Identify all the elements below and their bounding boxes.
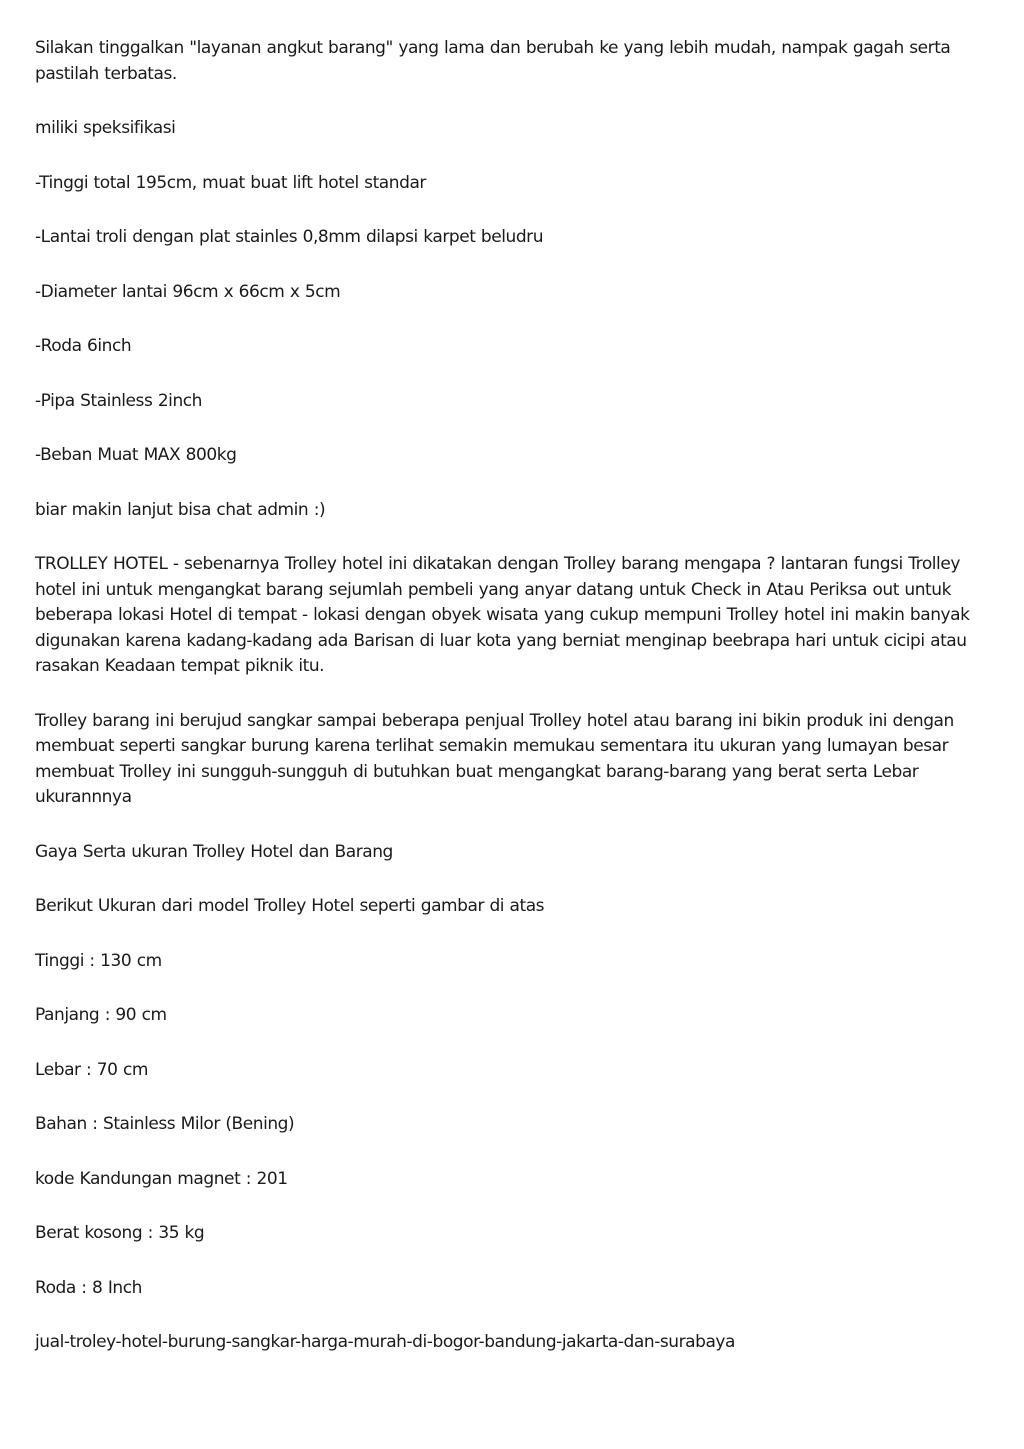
spec-item-height: -Tinggi total 195cm, muat buat lift hotel standar: [35, 172, 426, 193]
document-body: [35, 36, 990, 1356]
spec-item-pipe: -Pipa Stainless 2inch: [35, 390, 203, 411]
spec-heading: miliki speksifikasi: [35, 118, 176, 138]
intro-paragraph: Silakan tinggalkan "layanan angkut barang" yang lama dan berubah ke yang lebih mudah, nampak gagah serta pastilah terbatas.: [35, 38, 951, 84]
size-item-material: Bahan : Stainless Milor (Bening): [35, 1114, 295, 1134]
trolley-hotel-paragraph: TROLLEY HOTEL - sebenarnya Trolley hotel ini dikatakan dengan Trolley barang mengapa ? lantaran fungsi Trolley hotel ini untuk mengangkat barang sejumlah pembeli yang anyar datang untuk Check in Atau Periksa out untuk beberapa lokasi Hotel di tempat - lokasi dengan obyek wisata yang cukup mempuni Trolley hotel ini makin banyak digunakan karena kadang-kadang ada Barisan di luar kota yang berniat menginap beebrapa hari untuk cicipi atau rasakan Keadaan tempat piknik itu.: [35, 554, 970, 676]
size-item-height: Tinggi : 130 cm: [35, 950, 162, 971]
trolley-cage-paragraph: Trolley barang ini berujud sangkar sampai beberapa penjual Trolley hotel atau barang ini bikin produk ini dengan membuat seperti sangkar burung karena terlihat semakin memukau sementara itu ukuran yang lumayan besar membuat Trolley ini sungguh-sungguh di butuhkan buat mengangkat barang-barang yang berat serta Lebar ukurannnya: [35, 710, 954, 807]
size-item-wheel: Roda : 8 Inch: [35, 1277, 142, 1298]
size-style-heading: Gaya Serta ukuran Trolley Hotel dan Barang: [35, 841, 393, 862]
size-item-width: Lebar : 70 cm: [35, 1059, 148, 1080]
spec-item-floor: -Lantai troli dengan plat stainles 0,8mm dilapsi karpet beludru: [35, 227, 544, 247]
size-intro: Berikut Ukuran dari model Trolley Hotel seperti gambar di atas: [35, 896, 545, 916]
spec-item-wheel: -Roda 6inch: [35, 336, 132, 356]
size-item-magnet-code: kode Kandungan magnet : 201: [35, 1168, 288, 1189]
spec-item-diameter: -Diameter lantai 96cm x 66cm x 5cm: [35, 281, 341, 302]
slug-text: jual-troley-hotel-burung-sangkar-harga-murah-di-bogor-bandung-jakarta-dan-surabaya: [35, 1332, 736, 1352]
size-item-empty-weight: Berat kosong : 35 kg: [35, 1223, 205, 1243]
chat-admin-note: biar makin lanjut bisa chat admin :): [35, 499, 326, 520]
spec-item-load: -Beban Muat MAX 800kg: [35, 445, 237, 465]
size-item-length: Panjang : 90 cm: [35, 1005, 167, 1025]
